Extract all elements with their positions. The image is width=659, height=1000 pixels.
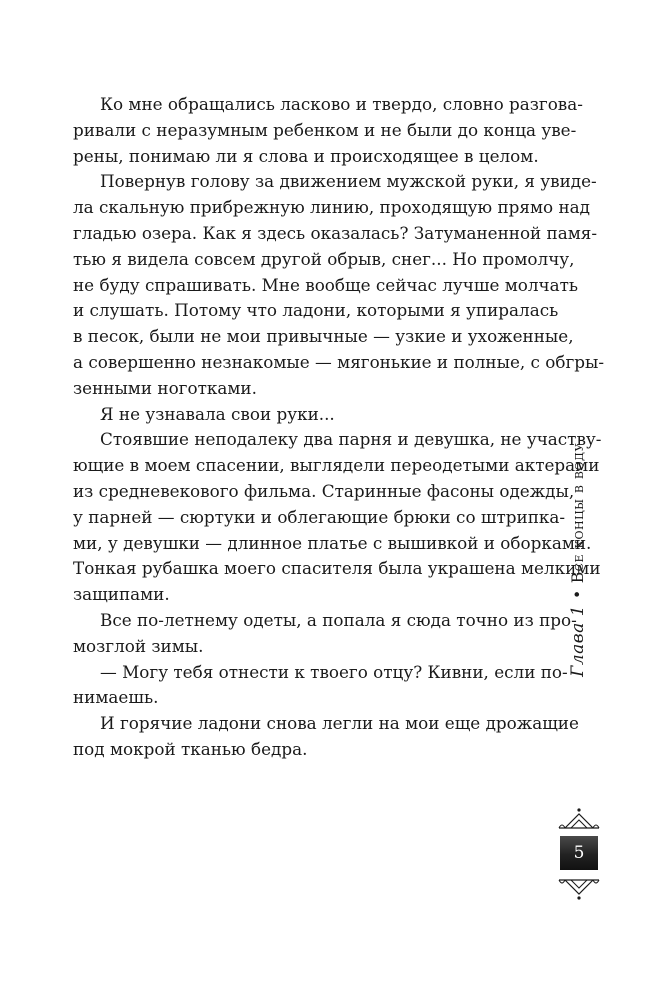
text-line: ла скальную прибрежную линию, проходящую прямо над: [73, 197, 590, 218]
text-line: Все по-летнему одеты, а попала я сюда точно из про-: [100, 609, 577, 630]
text-line: и слушать. Потому что ладони, которыми я упиралась: [73, 300, 559, 321]
ornament-top-icon: [557, 806, 601, 832]
text-line: гладью озера. Как я здесь оказалась? Затуманенной памя-: [73, 222, 598, 243]
page-number: 5: [560, 836, 598, 870]
text-line: Повернув голову за движением мужской руки, я увиде-: [100, 171, 597, 192]
chapter-label: Глава 1: [568, 604, 588, 677]
text-line: ривали с неразумным ребенком и не были до конца уве-: [73, 119, 577, 140]
ornament-bottom-icon: [557, 876, 601, 902]
text-line: тью я видела совсем другой обрыв, снег... Но промолчу,: [73, 248, 575, 269]
text-line: а совершенно незнакомые — мягонькие и полные, с обгры-: [73, 351, 605, 372]
text-line: у парней — сюртуки и облегающие брюки со штрипка-: [73, 506, 566, 527]
text-line: ми, у девушки — длинное платье с вышивкой и оборками.: [73, 532, 592, 553]
text-line: нимаешь.: [73, 687, 159, 708]
text-line: Стоявшие неподалеку два парня и девушка, не участву-: [100, 429, 602, 450]
text-line: зенными ноготками.: [73, 377, 257, 398]
text-line: — Могу тебя отнести к твоего отцу? Кивни, если по-: [100, 661, 568, 682]
text-line: защипами.: [73, 584, 170, 605]
text-line: И горячие ладони снова легли на мои еще дрожащие: [100, 713, 579, 734]
text-line: под мокрой тканью бедра.: [73, 738, 308, 759]
text-line: из средневекового фильма. Старинные фасоны одежды,: [73, 480, 575, 501]
chapter-separator: •: [569, 589, 587, 599]
text-line: не буду спрашивать. Мне вообще сейчас лучше молчать: [73, 274, 579, 295]
text-line: Ко мне обращались ласково и твердо, словно разгова-: [100, 94, 583, 114]
running-head-text: [568, 443, 588, 677]
text-line: рены, понимаю ли я слова и происходящее в целом.: [73, 145, 539, 166]
text-line: Тонкая рубашка моего спасителя была украшена мелкими: [73, 558, 601, 579]
text-line: Я не узнавала свои руки...: [100, 403, 335, 424]
text-line: ющие в моем спасении, выглядели переодетыми актерами: [73, 455, 600, 476]
text-line: мозглой зимы.: [73, 635, 204, 656]
text-line: в песок, были не мои привычные — узкие и ухоженные,: [73, 326, 574, 347]
chapter-title: Все концы в воду: [569, 443, 587, 584]
